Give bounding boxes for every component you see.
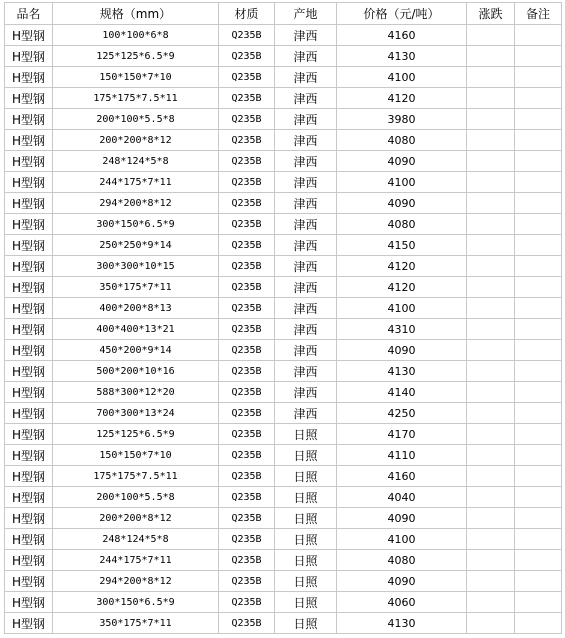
cell-origin: 日照 bbox=[275, 445, 337, 466]
cell-name: H型钢 bbox=[5, 319, 53, 340]
table-row bbox=[5, 256, 562, 277]
table-row bbox=[5, 88, 562, 109]
cell-material: Q235B bbox=[219, 613, 275, 634]
cell-material: Q235B bbox=[219, 298, 275, 319]
table-row bbox=[5, 382, 562, 403]
cell-material: Q235B bbox=[219, 88, 275, 109]
header-material: 材质 bbox=[219, 3, 275, 25]
cell-change bbox=[467, 172, 515, 193]
cell-name: H型钢 bbox=[5, 613, 53, 634]
cell-material: Q235B bbox=[219, 508, 275, 529]
cell-origin: 津西 bbox=[275, 382, 337, 403]
table-row bbox=[5, 319, 562, 340]
cell-spec: 150*150*7*10 bbox=[53, 67, 219, 88]
cell-material: Q235B bbox=[219, 214, 275, 235]
cell-change bbox=[467, 130, 515, 151]
cell-material: Q235B bbox=[219, 130, 275, 151]
cell-spec: 500*200*10*16 bbox=[53, 361, 219, 382]
cell-name: H型钢 bbox=[5, 508, 53, 529]
cell-change bbox=[467, 67, 515, 88]
cell-price: 4090 bbox=[337, 508, 467, 529]
cell-note bbox=[515, 445, 562, 466]
cell-spec: 450*200*9*14 bbox=[53, 340, 219, 361]
header-name: 品名 bbox=[5, 3, 53, 25]
cell-material: Q235B bbox=[219, 487, 275, 508]
table-row bbox=[5, 403, 562, 424]
table-row bbox=[5, 109, 562, 130]
cell-name: H型钢 bbox=[5, 88, 53, 109]
cell-price: 4140 bbox=[337, 382, 467, 403]
cell-material: Q235B bbox=[219, 151, 275, 172]
cell-change bbox=[467, 109, 515, 130]
cell-origin: 日照 bbox=[275, 592, 337, 613]
cell-price: 4090 bbox=[337, 571, 467, 592]
cell-note bbox=[515, 424, 562, 445]
cell-note bbox=[515, 214, 562, 235]
cell-spec: 175*175*7.5*11 bbox=[53, 88, 219, 109]
cell-note bbox=[515, 46, 562, 67]
cell-change bbox=[467, 25, 515, 46]
header-row bbox=[5, 3, 562, 25]
cell-material: Q235B bbox=[219, 235, 275, 256]
cell-material: Q235B bbox=[219, 529, 275, 550]
cell-origin: 津西 bbox=[275, 256, 337, 277]
cell-note bbox=[515, 529, 562, 550]
cell-note bbox=[515, 109, 562, 130]
cell-note bbox=[515, 403, 562, 424]
table-header bbox=[5, 3, 562, 25]
cell-origin: 津西 bbox=[275, 172, 337, 193]
cell-price: 4090 bbox=[337, 340, 467, 361]
cell-note bbox=[515, 277, 562, 298]
cell-price: 4110 bbox=[337, 445, 467, 466]
cell-price: 3980 bbox=[337, 109, 467, 130]
header-price: 价格（元/吨） bbox=[337, 3, 467, 25]
cell-change bbox=[467, 214, 515, 235]
cell-name: H型钢 bbox=[5, 277, 53, 298]
cell-price: 4090 bbox=[337, 151, 467, 172]
cell-spec: 294*200*8*12 bbox=[53, 571, 219, 592]
cell-name: H型钢 bbox=[5, 382, 53, 403]
cell-name: H型钢 bbox=[5, 340, 53, 361]
cell-spec: 300*300*10*15 bbox=[53, 256, 219, 277]
table-row bbox=[5, 445, 562, 466]
cell-spec: 300*150*6.5*9 bbox=[53, 592, 219, 613]
cell-spec: 150*150*7*10 bbox=[53, 445, 219, 466]
cell-name: H型钢 bbox=[5, 529, 53, 550]
table-row bbox=[5, 25, 562, 46]
cell-price: 4160 bbox=[337, 466, 467, 487]
header-origin: 产地 bbox=[275, 3, 337, 25]
table-row bbox=[5, 340, 562, 361]
cell-price: 4090 bbox=[337, 193, 467, 214]
cell-name: H型钢 bbox=[5, 25, 53, 46]
cell-origin: 日照 bbox=[275, 424, 337, 445]
table-row bbox=[5, 508, 562, 529]
cell-origin: 津西 bbox=[275, 403, 337, 424]
cell-note bbox=[515, 613, 562, 634]
cell-name: H型钢 bbox=[5, 466, 53, 487]
cell-name: H型钢 bbox=[5, 298, 53, 319]
table-body bbox=[5, 25, 562, 634]
table-row bbox=[5, 571, 562, 592]
cell-change bbox=[467, 193, 515, 214]
cell-spec: 200*200*8*12 bbox=[53, 130, 219, 151]
cell-origin: 津西 bbox=[275, 46, 337, 67]
cell-change bbox=[467, 403, 515, 424]
cell-spec: 200*200*8*12 bbox=[53, 508, 219, 529]
cell-material: Q235B bbox=[219, 571, 275, 592]
cell-note bbox=[515, 256, 562, 277]
cell-price: 4120 bbox=[337, 256, 467, 277]
cell-origin: 津西 bbox=[275, 214, 337, 235]
cell-material: Q235B bbox=[219, 67, 275, 88]
cell-spec: 244*175*7*11 bbox=[53, 172, 219, 193]
cell-price: 4100 bbox=[337, 529, 467, 550]
cell-price: 4100 bbox=[337, 67, 467, 88]
cell-note bbox=[515, 193, 562, 214]
table-row bbox=[5, 235, 562, 256]
cell-change bbox=[467, 592, 515, 613]
cell-change bbox=[467, 487, 515, 508]
cell-origin: 津西 bbox=[275, 277, 337, 298]
cell-spec: 125*125*6.5*9 bbox=[53, 46, 219, 67]
cell-price: 4100 bbox=[337, 298, 467, 319]
cell-price: 4120 bbox=[337, 277, 467, 298]
cell-name: H型钢 bbox=[5, 67, 53, 88]
table-row bbox=[5, 193, 562, 214]
cell-material: Q235B bbox=[219, 550, 275, 571]
cell-change bbox=[467, 298, 515, 319]
cell-name: H型钢 bbox=[5, 172, 53, 193]
cell-note bbox=[515, 67, 562, 88]
cell-material: Q235B bbox=[219, 403, 275, 424]
cell-note bbox=[515, 172, 562, 193]
cell-material: Q235B bbox=[219, 277, 275, 298]
cell-name: H型钢 bbox=[5, 424, 53, 445]
cell-note bbox=[515, 88, 562, 109]
header-spec: 规格（mm） bbox=[53, 3, 219, 25]
cell-spec: 400*400*13*21 bbox=[53, 319, 219, 340]
cell-material: Q235B bbox=[219, 340, 275, 361]
cell-material: Q235B bbox=[219, 466, 275, 487]
cell-change bbox=[467, 508, 515, 529]
table-row bbox=[5, 424, 562, 445]
cell-origin: 津西 bbox=[275, 25, 337, 46]
cell-origin: 津西 bbox=[275, 193, 337, 214]
cell-price: 4130 bbox=[337, 46, 467, 67]
cell-price: 4130 bbox=[337, 361, 467, 382]
cell-origin: 日照 bbox=[275, 466, 337, 487]
cell-origin: 津西 bbox=[275, 319, 337, 340]
cell-name: H型钢 bbox=[5, 130, 53, 151]
cell-spec: 200*100*5.5*8 bbox=[53, 109, 219, 130]
cell-origin: 津西 bbox=[275, 151, 337, 172]
cell-change bbox=[467, 445, 515, 466]
cell-note bbox=[515, 340, 562, 361]
cell-note bbox=[515, 298, 562, 319]
cell-material: Q235B bbox=[219, 46, 275, 67]
cell-price: 4250 bbox=[337, 403, 467, 424]
cell-name: H型钢 bbox=[5, 571, 53, 592]
cell-name: H型钢 bbox=[5, 592, 53, 613]
cell-change bbox=[467, 151, 515, 172]
cell-note bbox=[515, 235, 562, 256]
cell-price: 4310 bbox=[337, 319, 467, 340]
cell-name: H型钢 bbox=[5, 361, 53, 382]
cell-price: 4060 bbox=[337, 592, 467, 613]
cell-change bbox=[467, 256, 515, 277]
cell-material: Q235B bbox=[219, 424, 275, 445]
cell-change bbox=[467, 88, 515, 109]
cell-spec: 294*200*8*12 bbox=[53, 193, 219, 214]
cell-name: H型钢 bbox=[5, 487, 53, 508]
cell-price: 4080 bbox=[337, 130, 467, 151]
cell-origin: 津西 bbox=[275, 235, 337, 256]
cell-name: H型钢 bbox=[5, 214, 53, 235]
price-table bbox=[4, 2, 562, 634]
cell-note bbox=[515, 592, 562, 613]
cell-price: 4160 bbox=[337, 25, 467, 46]
cell-price: 4150 bbox=[337, 235, 467, 256]
cell-price: 4170 bbox=[337, 424, 467, 445]
cell-price: 4040 bbox=[337, 487, 467, 508]
cell-note bbox=[515, 130, 562, 151]
cell-change bbox=[467, 466, 515, 487]
cell-change bbox=[467, 46, 515, 67]
cell-spec: 588*300*12*20 bbox=[53, 382, 219, 403]
cell-note bbox=[515, 487, 562, 508]
cell-spec: 250*250*9*14 bbox=[53, 235, 219, 256]
cell-change bbox=[467, 340, 515, 361]
cell-spec: 244*175*7*11 bbox=[53, 550, 219, 571]
cell-name: H型钢 bbox=[5, 109, 53, 130]
table-row bbox=[5, 298, 562, 319]
cell-price: 4080 bbox=[337, 214, 467, 235]
table-row bbox=[5, 487, 562, 508]
cell-spec: 248*124*5*8 bbox=[53, 529, 219, 550]
cell-origin: 津西 bbox=[275, 88, 337, 109]
table-row bbox=[5, 277, 562, 298]
cell-material: Q235B bbox=[219, 361, 275, 382]
cell-material: Q235B bbox=[219, 382, 275, 403]
table-row bbox=[5, 214, 562, 235]
cell-name: H型钢 bbox=[5, 235, 53, 256]
cell-name: H型钢 bbox=[5, 193, 53, 214]
cell-change bbox=[467, 382, 515, 403]
cell-material: Q235B bbox=[219, 25, 275, 46]
cell-change bbox=[467, 235, 515, 256]
cell-origin: 日照 bbox=[275, 613, 337, 634]
cell-note bbox=[515, 550, 562, 571]
cell-name: H型钢 bbox=[5, 151, 53, 172]
cell-material: Q235B bbox=[219, 445, 275, 466]
cell-origin: 津西 bbox=[275, 298, 337, 319]
table-row bbox=[5, 613, 562, 634]
cell-name: H型钢 bbox=[5, 46, 53, 67]
cell-material: Q235B bbox=[219, 172, 275, 193]
cell-price: 4080 bbox=[337, 550, 467, 571]
cell-name: H型钢 bbox=[5, 403, 53, 424]
table-row bbox=[5, 67, 562, 88]
cell-origin: 日照 bbox=[275, 529, 337, 550]
cell-origin: 津西 bbox=[275, 130, 337, 151]
cell-note bbox=[515, 508, 562, 529]
table-row bbox=[5, 361, 562, 382]
cell-material: Q235B bbox=[219, 319, 275, 340]
cell-spec: 125*125*6.5*9 bbox=[53, 424, 219, 445]
table-row bbox=[5, 130, 562, 151]
cell-note bbox=[515, 571, 562, 592]
cell-origin: 津西 bbox=[275, 340, 337, 361]
cell-note bbox=[515, 151, 562, 172]
cell-spec: 350*175*7*11 bbox=[53, 277, 219, 298]
cell-note bbox=[515, 382, 562, 403]
cell-change bbox=[467, 529, 515, 550]
cell-origin: 津西 bbox=[275, 109, 337, 130]
cell-note bbox=[515, 361, 562, 382]
cell-origin: 日照 bbox=[275, 508, 337, 529]
cell-note bbox=[515, 466, 562, 487]
cell-change bbox=[467, 361, 515, 382]
cell-change bbox=[467, 277, 515, 298]
cell-spec: 175*175*7.5*11 bbox=[53, 466, 219, 487]
cell-name: H型钢 bbox=[5, 256, 53, 277]
cell-origin: 日照 bbox=[275, 487, 337, 508]
table-row bbox=[5, 550, 562, 571]
cell-spec: 700*300*13*24 bbox=[53, 403, 219, 424]
cell-name: H型钢 bbox=[5, 550, 53, 571]
cell-price: 4120 bbox=[337, 88, 467, 109]
cell-name: H型钢 bbox=[5, 445, 53, 466]
cell-change bbox=[467, 319, 515, 340]
cell-material: Q235B bbox=[219, 193, 275, 214]
cell-price: 4130 bbox=[337, 613, 467, 634]
cell-change bbox=[467, 613, 515, 634]
cell-origin: 日照 bbox=[275, 550, 337, 571]
cell-material: Q235B bbox=[219, 256, 275, 277]
table-row bbox=[5, 592, 562, 613]
cell-spec: 400*200*8*13 bbox=[53, 298, 219, 319]
table-row bbox=[5, 151, 562, 172]
cell-spec: 300*150*6.5*9 bbox=[53, 214, 219, 235]
table-row bbox=[5, 172, 562, 193]
cell-price: 4100 bbox=[337, 172, 467, 193]
cell-spec: 248*124*5*8 bbox=[53, 151, 219, 172]
table-row bbox=[5, 46, 562, 67]
cell-change bbox=[467, 424, 515, 445]
cell-note bbox=[515, 25, 562, 46]
cell-note bbox=[515, 319, 562, 340]
cell-spec: 100*100*6*8 bbox=[53, 25, 219, 46]
cell-origin: 日照 bbox=[275, 571, 337, 592]
cell-spec: 350*175*7*11 bbox=[53, 613, 219, 634]
cell-origin: 津西 bbox=[275, 361, 337, 382]
table-row bbox=[5, 529, 562, 550]
cell-material: Q235B bbox=[219, 109, 275, 130]
cell-material: Q235B bbox=[219, 592, 275, 613]
header-note: 备注 bbox=[515, 3, 562, 25]
cell-origin: 津西 bbox=[275, 67, 337, 88]
cell-change bbox=[467, 550, 515, 571]
table-row bbox=[5, 466, 562, 487]
cell-change bbox=[467, 571, 515, 592]
cell-spec: 200*100*5.5*8 bbox=[53, 487, 219, 508]
header-change: 涨跌 bbox=[467, 3, 515, 25]
